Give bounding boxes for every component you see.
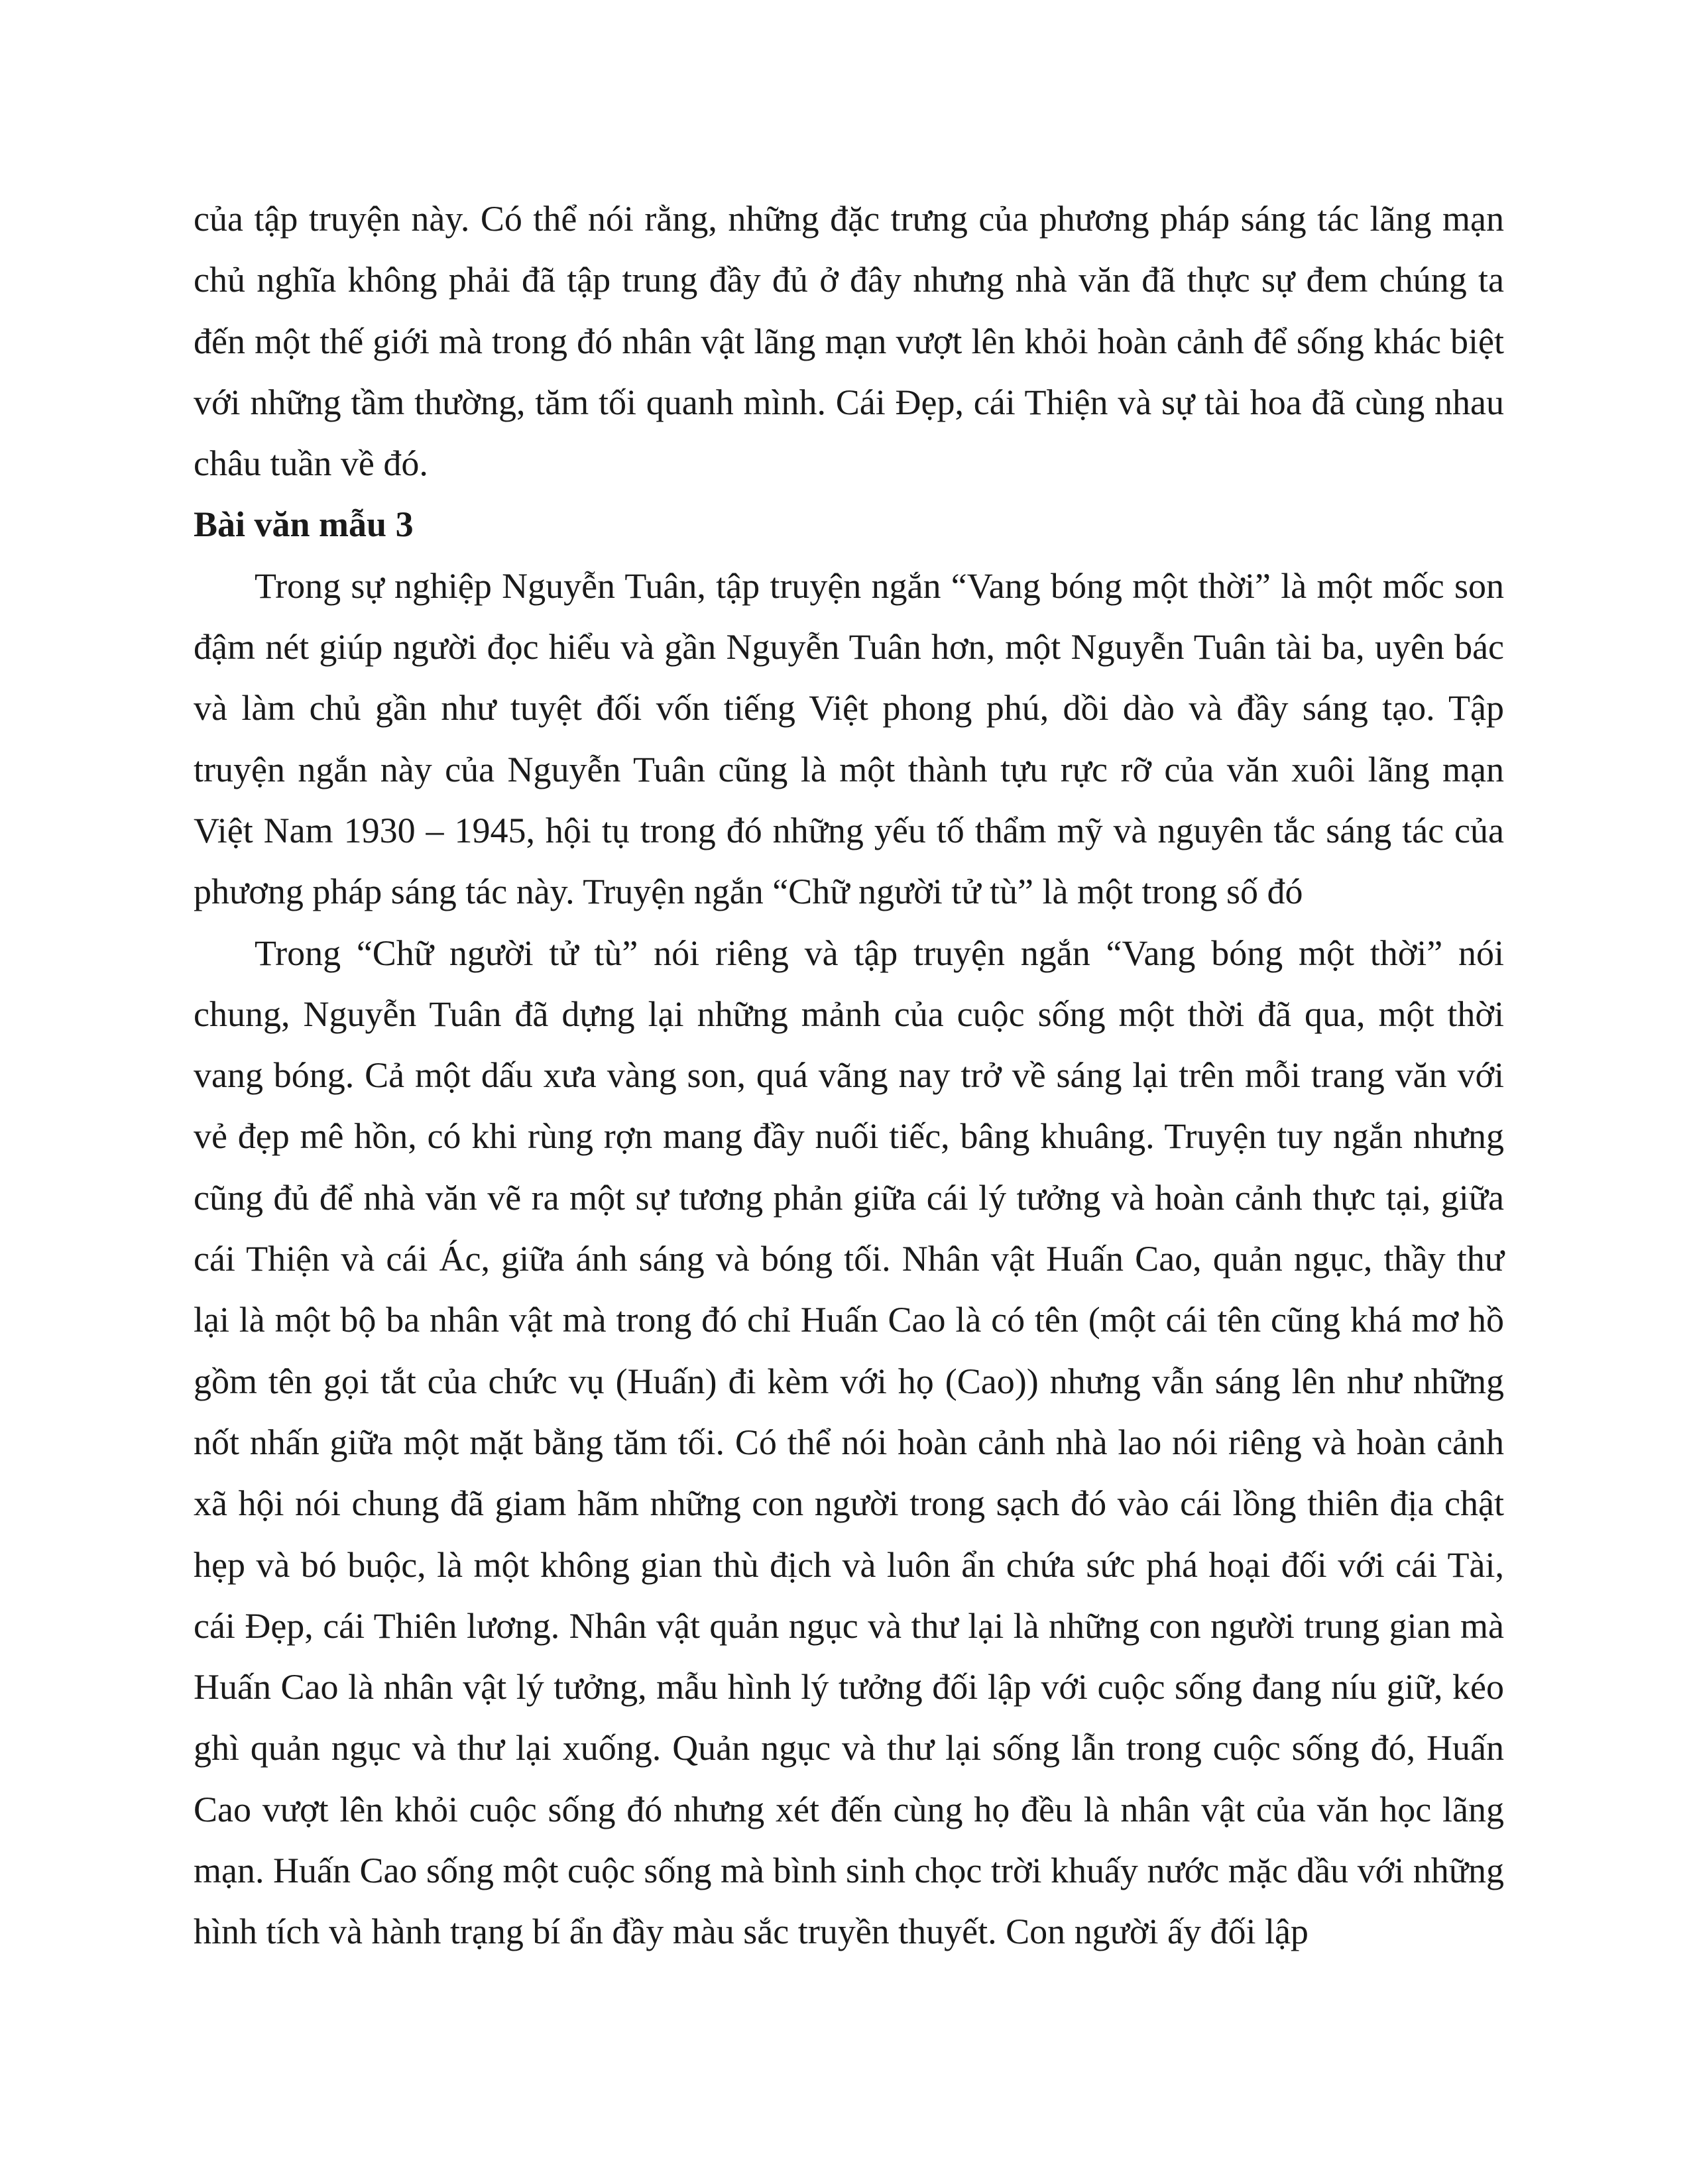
paragraph-2: Trong “Chữ người tử tù” nói riêng và tập truyện ngắn “Vang bóng một thời” nói chung, Nguyễn Tuân đã dựng lại những mảnh của cuộc sống một thời đã qua, một thời vang bóng. Cả một dấu xưa vàng son, quá vãng nay trở về sáng lại trên mỗi trang văn với vẻ đẹp mê hồn, có khi rùng rợn mang đầy nuối tiếc, bâng khuâng. Truyện tuy ngắn nhưng cũng đủ để nhà văn vẽ ra một sự tương phản giữa cái lý tưởng và hoàn cảnh thực tại, giữa cái Thiện và cái Ác, giữa ánh sáng và bóng tối. Nhân vật Huấn Cao, quản ngục, thầy thư lại là một bộ ba nhân vật mà trong đó chỉ Huấn Cao là có tên (một cái tên cũng khá mơ hồ gồm tên gọi tắt của chức vụ (Huấn) đi kèm với họ (Cao)) nhưng vẫn sáng lên như những nốt nhấn giữa một mặt bằng tăm tối. Có thể nói hoàn cảnh nhà lao nói riêng và hoàn cảnh xã hội nói chung đã giam hãm những con người trong sạch đó vào cái lồng thiên địa chật hẹp và bó buộc, là một không gian thù địch và luôn ẩn chứa sức phá hoại đối với cái Tài, cái Đẹp, cái Thiên lương. Nhân vật quản ngục và thư lại là những con người trung gian mà Huấn Cao là nhân vật lý tưởng, mẫu hình lý tưởng đối lập với cuộc sống đang níu giữ, kéo ghì quản ngục và thư lại xuống. Quản ngục và thư lại sống lẫn trong cuộc sống đó, Huấn Cao vượt lên khỏi cuộc sống đó nhưng xét đến cùng họ đều là nhân vật của văn học lãng mạn. Huấn Cao sống một cuộc sống mà bình sinh chọc trời khuấy nước mặc dầu với những hình tích và hành trạng bí ẩn đầy màu sắc truyền thuyết. Con người ấy đối lập (194, 933, 1504, 1952)
document-body (194, 188, 1504, 1963)
paragraph-1: Trong sự nghiệp Nguyễn Tuân, tập truyện ngắn “Vang bóng một thời” là một mốc son đậm nét giúp người đọc hiểu và gần Nguyễn Tuân hơn, một Nguyễn Tuân tài ba, uyên bác và làm chủ gần như tuyệt đối vốn tiếng Việt phong phú, dồi dào và đầy sáng tạo. Tập truyện ngắn này của Nguyễn Tuân cũng là một thành tựu rực rỡ của văn xuôi lãng mạn Việt Nam 1930 – 1945, hội tụ trong đó những yếu tố thẩm mỹ và nguyên tắc sáng tác của phương pháp sáng tác này. Truyện ngắn “Chữ người tử tù” là một trong số đó (194, 565, 1504, 912)
paragraph-continuation: của tập truyện này. Có thể nói rằng, những đặc trưng của phương pháp sáng tác lãng mạn chủ nghĩa không phải đã tập trung đầy đủ ở đây nhưng nhà văn đã thực sự đem chúng ta đến một thế giới mà trong đó nhân vật lãng mạn vượt lên khỏi hoàn cảnh để sống khác biệt với những tầm thường, tăm tối quanh mình. Cái Đẹp, cái Thiện và sự tài hoa đã cùng nhau châu tuần về đó. (194, 199, 1504, 484)
section-heading: Bài văn mẫu 3 (194, 504, 414, 545)
